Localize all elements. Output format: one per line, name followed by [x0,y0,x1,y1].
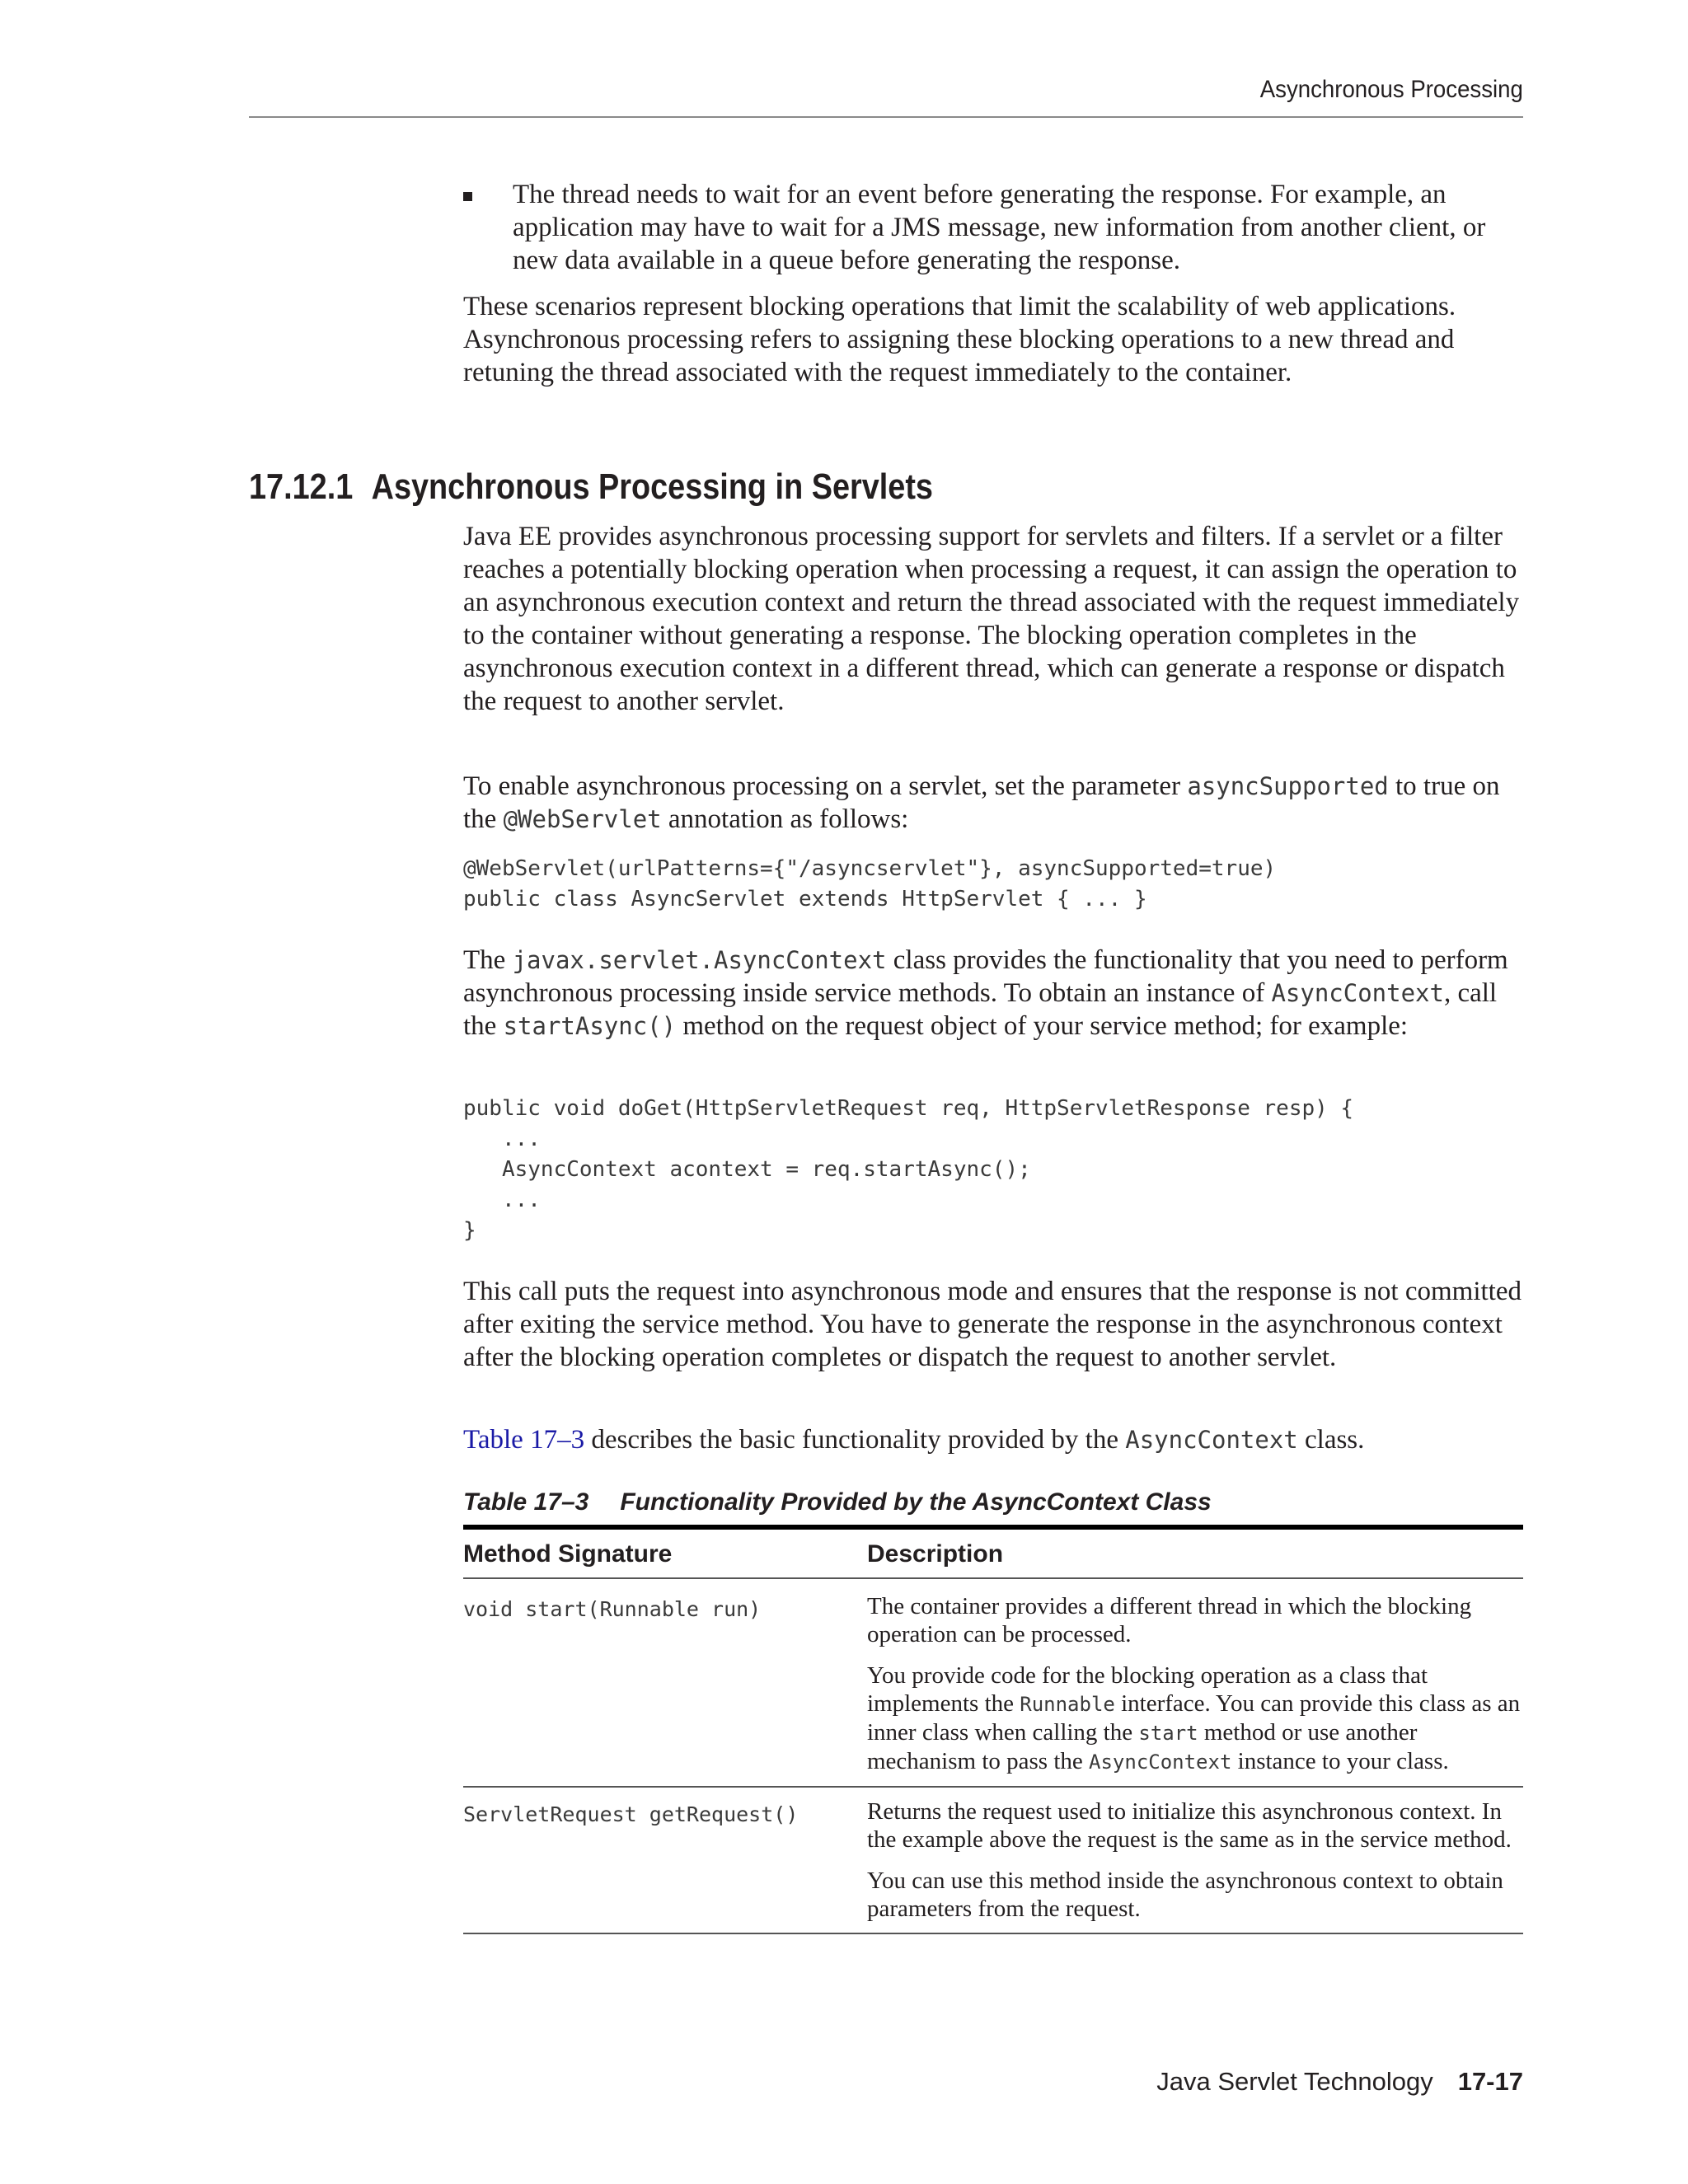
table-header-row [463,1530,1523,1577]
inline-code-asynccontext-cell: AsyncContext [1089,1750,1232,1774]
paragraph-2-text-c: annotation as follows: [661,804,909,834]
section-number: 17.12.1 [249,466,354,507]
table-caption [463,1488,1212,1516]
paragraph-2-text-a: To enable asynchronous processing on a servlet, set the parameter [463,771,1188,801]
inline-code-asynccontext-fqcn: javax.servlet.AsyncContext [512,946,887,974]
description-cell [867,1592,1523,1776]
table-caption-title: Functionality Provided by the AsyncContext Class [620,1488,1212,1516]
code-example-doget: public void doGet(HttpServletRequest req, HttpServletResponse resp) { ... AsyncContext acontext = req.startAsync(); ... } [463,1096,1354,1243]
paragraph-3-text-d: method on the request object of your service method; for example: [676,1011,1409,1041]
paragraph-3-text-c: , call the [463,978,1498,1041]
inline-code-start: start [1138,1722,1198,1745]
method-signature-cell: void start(Runnable run) [463,1597,762,1621]
paragraph-5-text-a: describes the basic functionality provided by the [584,1425,1126,1455]
intro-paragraph: These scenarios represent blocking operations that limit the scalability of web applications. Asynchronous processing refers to assigning these blocking operations to a new thread and retuning the thread associated with the request immediately to the container. [463,292,1456,387]
running-header: Asynchronous Processing [1259,76,1523,103]
page-number: 17-17 [1457,2067,1523,2096]
paragraph-3 [463,944,1523,1043]
paragraph-4: This call puts the request into asynchronous mode and ensures that the response is not committed after exiting the service method. You have to generate the response in the asynchronous context after the blocking operation completes or dispatch the request to another servlet. [463,1277,1522,1372]
table-row [463,1579,1523,1786]
section-heading [249,466,933,508]
description-text: method or use another mechanism to pass the [867,1719,1418,1774]
paragraph-2 [463,770,1523,836]
table-reference-link[interactable]: Table 17–3 [463,1425,585,1455]
description-paragraph: You can use this method inside the asynchronous context to obtain parameters from the request. [867,1868,1503,1922]
method-signature-cell: ServletRequest getRequest() [463,1802,799,1826]
header-rule [249,116,1523,118]
page-footer [1156,2067,1523,2097]
inline-code-asynccontext: AsyncContext [1271,979,1444,1007]
paragraph-1: Java EE provides asynchronous processing support for servlets and filters. If a servlet or a filter reaches a potentially blocking operation when processing a request, it can assign the operation to an asynchronous execution context and return the thread associated with the request immediately to the container without generating a response. The blocking operation completes in the asynchronous execution context in a different thread, which can generate a response or dispatch the request to another servlet. [463,522,1520,716]
inline-code-asynccontext-class: AsyncContext [1125,1426,1298,1454]
column-header-method: Method Signature [463,1540,673,1568]
functionality-table [463,1525,1523,1934]
table-bottom-rule [463,1933,1523,1934]
description-paragraph: The container provides a different thread in which the blocking operation can be processed. [867,1593,1472,1647]
description-text: instance to your class. [1231,1748,1449,1774]
description-cell [867,1797,1523,1923]
paragraph-5 [463,1423,1523,1456]
paragraph-5-text-b: class. [1297,1425,1365,1455]
bullet-item [463,178,1523,277]
paragraph-3-text-b: class provides the functionality that you need to perform asynchronous processing inside service methods. To obtain an instance of [463,945,1508,1008]
footer-book-title: Java Servlet Technology [1156,2067,1433,2096]
paragraph-2-text-b: to true on the [463,771,1500,834]
column-header-description: Description [867,1540,1004,1568]
table-caption-number: Table 17–3 [463,1488,589,1516]
table-row [463,1788,1523,1933]
bullet-text: The thread needs to wait for an event before generating the response. For example, an application may have to wait for a JMS message, new information from another client, or new data available in a queue before generating the response. [513,180,1486,275]
section-title: Asynchronous Processing in Servlets [371,466,933,507]
description-text: interface. You can provide this class as an inner class when calling the [867,1690,1521,1746]
description-paragraph [867,1661,1523,1776]
description-paragraph: Returns the request used to initialize this asynchronous context. In the example above the request is the same as in the service method. [867,1798,1512,1853]
inline-code-startasync: startAsync() [503,1012,677,1040]
paragraph-3-text-a: The [463,945,513,975]
inline-code-asyncsupported: asyncSupported [1187,772,1389,800]
inline-code-webservlet: @WebServlet [503,805,662,833]
inline-code-runnable: Runnable [1020,1693,1115,1716]
description-text: You provide code for the blocking operation as a class that implements the [867,1662,1428,1717]
code-example-annotation: @WebServlet(urlPatterns={"/asyncservlet"}, asyncSupported=true) public class AsyncServlet extends HttpServlet { ... } [463,856,1277,912]
bullet-square-icon [463,192,472,201]
